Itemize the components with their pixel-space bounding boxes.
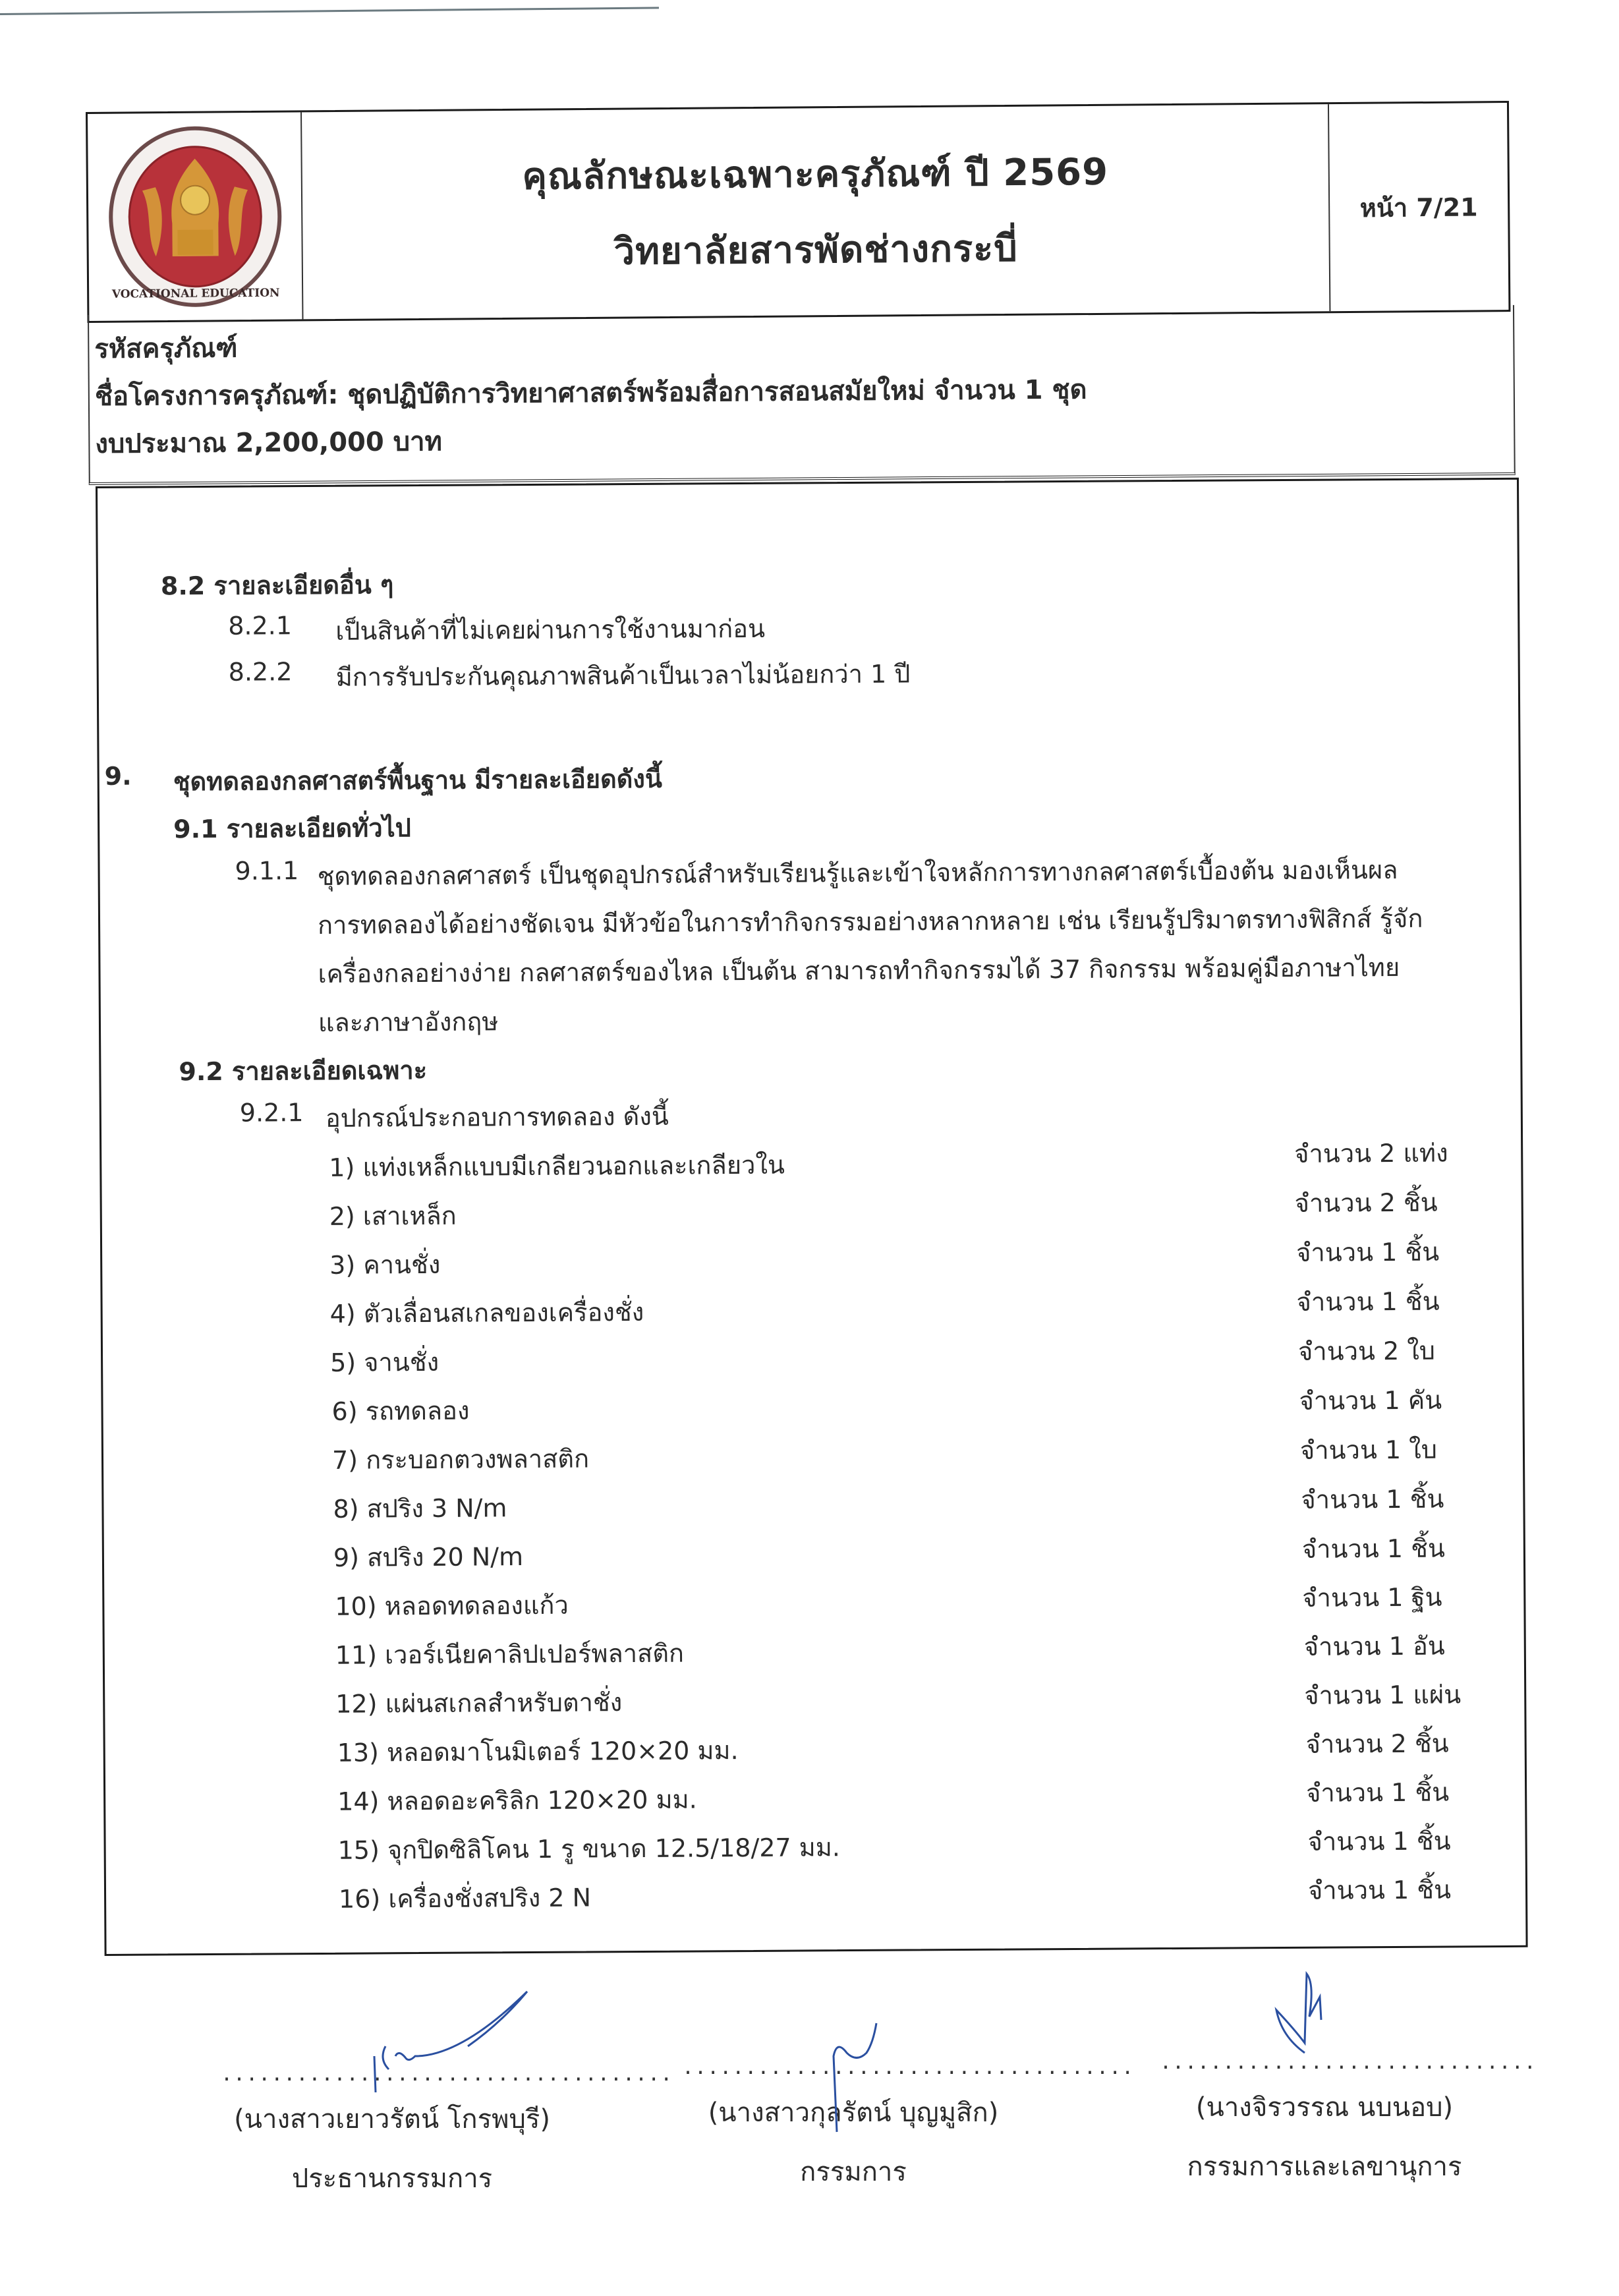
signatory-name: (นางจิรวรรณ นบนอบ) [1195, 2092, 1454, 2123]
equipment-qty: จำนวน 1 ใบ [1299, 1435, 1438, 1465]
document-header [86, 101, 1510, 323]
scan-edge-line [0, 7, 659, 15]
section-9-heading: ชุดทดลองกลศาสตร์พื้นฐาน มีรายละเอียดดังนี้ [173, 764, 663, 797]
equipment-qty: จำนวน 2 แท่ง [1294, 1138, 1448, 1168]
section-9-1-heading: 9.1 รายละเอียดทั่วไป [173, 813, 411, 844]
budget: งบประมาณ 2,200,000 บาท [95, 426, 443, 459]
equipment-qty: จำนวน 1 ชิ้น [1307, 1826, 1451, 1856]
equipment-qty: จำนวน 2 ชิ้น [1305, 1729, 1449, 1759]
svg-text:VOCATIONAL EDUCATION: VOCATIONAL EDUCATION [111, 286, 280, 301]
signatory-role: กรรมการ [800, 2157, 907, 2187]
signature-secretary [1160, 2051, 1537, 2187]
section-8-2-heading: 8.2 รายละเอียดอื่น ๆ [160, 570, 394, 601]
signatory-role: ประธานกรรมการ [291, 2164, 493, 2194]
equipment-item: 15) จุกปิดซิลิโคน 1 รู ขนาด 12.5/18/27 มม. [337, 1833, 841, 1865]
document-title: คุณลักษณะเฉพาะครุภัณฑ์ ปี 2569 [522, 150, 1109, 198]
signature-line: .............................. [1160, 2051, 1537, 2074]
signature-line: .................................... [221, 2063, 673, 2086]
equipment-item: 8) สปริง 3 N/m [333, 1493, 507, 1524]
equipment-item: 1) แท่งเหล็กแบบมีเกลียวนอกและเกลียวใน [329, 1150, 785, 1182]
item-9-1-1-line-4: และภาษาอังกฤษ [318, 1007, 499, 1037]
equipment-qty: จำนวน 1 อัน [1303, 1631, 1445, 1661]
equipment-item: 7) กระบอกตวงพลาสติก [331, 1444, 590, 1475]
equipment-code-label: รหัสครุภัณฑ์ [94, 333, 238, 364]
handwritten-signature-icon [810, 2017, 890, 2135]
equipment-qty: จำนวน 1 คัน [1299, 1385, 1442, 1416]
item-9-1-1-line-2: การทดลองได้อย่างชัดเจน มีหัวข้อในการทำกิจกรรมอย่างหลากหลาย เช่น เรียนรู้ปริมาตรทางฟิสิกส์ รู้จัก [317, 904, 1423, 940]
equipment-qty: จำนวน 2 ใบ [1297, 1336, 1436, 1366]
equipment-item: 11) เวอร์เนียคาลิปเปอร์พลาสติก [335, 1638, 685, 1670]
project-name: ชื่อโครงการครุภัณฑ์: ชุดปฏิบัติการวิทยาศาสตร์พร้อมสื่อการสอนสมัยใหม่ จำนวน 1 ชุด [94, 374, 1087, 412]
equipment-qty: จำนวน 1 แผ่น [1304, 1680, 1462, 1710]
equipment-qty: จำนวน 1 ฐิน [1302, 1582, 1442, 1613]
signature-line: .................................... [682, 2056, 1135, 2079]
specification-body [96, 478, 1528, 1956]
item-8-2-1-number: 8.2.1 [228, 611, 293, 641]
signatory-name: (นางสาวเยาวรัตน์ โกรพบุรี) [234, 2104, 550, 2135]
item-9-1-1-line-1: ชุดทดลองกลศาสตร์ เป็นชุดอุปกรณ์สำหรับเรียนรู้และเข้าใจหลักการทางกลศาสตร์เบื้องต้น มองเห็นผล [317, 855, 1398, 891]
item-9-1-1-number: 9.1.1 [235, 856, 299, 886]
equipment-item: 14) หลอดอะคริลิก 120×20 มม. [337, 1785, 697, 1816]
equipment-item: 12) แผ่นสเกลสำหรับตาชั่ง [335, 1688, 623, 1719]
equipment-qty: จำนวน 2 ชิ้น [1294, 1188, 1438, 1218]
equipment-qty: จำนวน 1 ชิ้น [1307, 1875, 1452, 1905]
equipment-item: 6) รถทดลอง [331, 1396, 470, 1426]
handwritten-signature-icon [369, 1984, 540, 2096]
section-9-number: 9. [104, 761, 132, 791]
equipment-item: 13) หลอดมาโนมิเตอร์ 120×20 มม. [337, 1736, 739, 1767]
equipment-item: 10) หลอดทดลองแก้ว [335, 1590, 569, 1621]
equipment-item: 4) ตัวเลื่อนสเกลของเครื่องชั่ง [329, 1297, 644, 1329]
equipment-qty: จำนวน 1 ชิ้น [1301, 1534, 1446, 1564]
vocational-education-seal-icon [105, 124, 285, 310]
equipment-qty: จำนวน 1 ชิ้น [1296, 1286, 1440, 1317]
equipment-item: 3) คานชั่ง [329, 1249, 441, 1280]
item-8-2-2-number: 8.2.2 [228, 657, 293, 687]
page-number: หน้า 7/21 [1359, 192, 1478, 223]
section-9-2-heading: 9.2 รายละเอียดเฉพาะ [179, 1055, 428, 1087]
item-9-1-1-line-3: เครื่องกลอย่างง่าย กลศาสตร์ของไหล เป็นต้น สามารถทำกิจกรรมได้ 37 กิจกรรม พร้อมคู่มือภาษาไทย [318, 952, 1400, 989]
equipment-item: 2) เสาเหล็ก [329, 1201, 457, 1231]
item-9-2-1-heading: อุปกรณ์ประกอบการทดลอง ดังนี้ [325, 1101, 669, 1133]
title-cell [302, 104, 1330, 319]
equipment-item: 16) เครื่องชั่งสปริง 2 N [338, 1883, 592, 1914]
item-8-2-1-text: เป็นสินค้าที่ไม่เคยผ่านการใช้งานมาก่อน [335, 614, 766, 646]
equipment-qty: จำนวน 1 ชิ้น [1306, 1777, 1450, 1808]
item-8-2-2-text: มีการรับประกันคุณภาพสินค้าเป็นเวลาไม่น้อยกว่า 1 ปี [335, 659, 911, 692]
equipment-item: 9) สปริง 20 N/m [333, 1542, 524, 1572]
project-info [88, 305, 1516, 485]
equipment-item: 5) จานชั่ง [329, 1347, 440, 1377]
handwritten-signature-icon [1268, 1970, 1334, 2056]
signatory-name: (นางสาวกุลรัตน์ บุญมูสิก) [708, 2098, 999, 2128]
equipment-qty: จำนวน 1 ชิ้น [1301, 1484, 1444, 1514]
equipment-qty: จำนวน 1 ชิ้น [1296, 1237, 1440, 1267]
institution-name: วิทยาลัยสารพัดช่างกระบี่ [613, 227, 1018, 273]
logo-cell [88, 112, 303, 321]
item-9-2-1-number: 9.2.1 [239, 1098, 304, 1128]
signatory-role: กรรมการและเลขานุการ [1187, 2152, 1462, 2182]
